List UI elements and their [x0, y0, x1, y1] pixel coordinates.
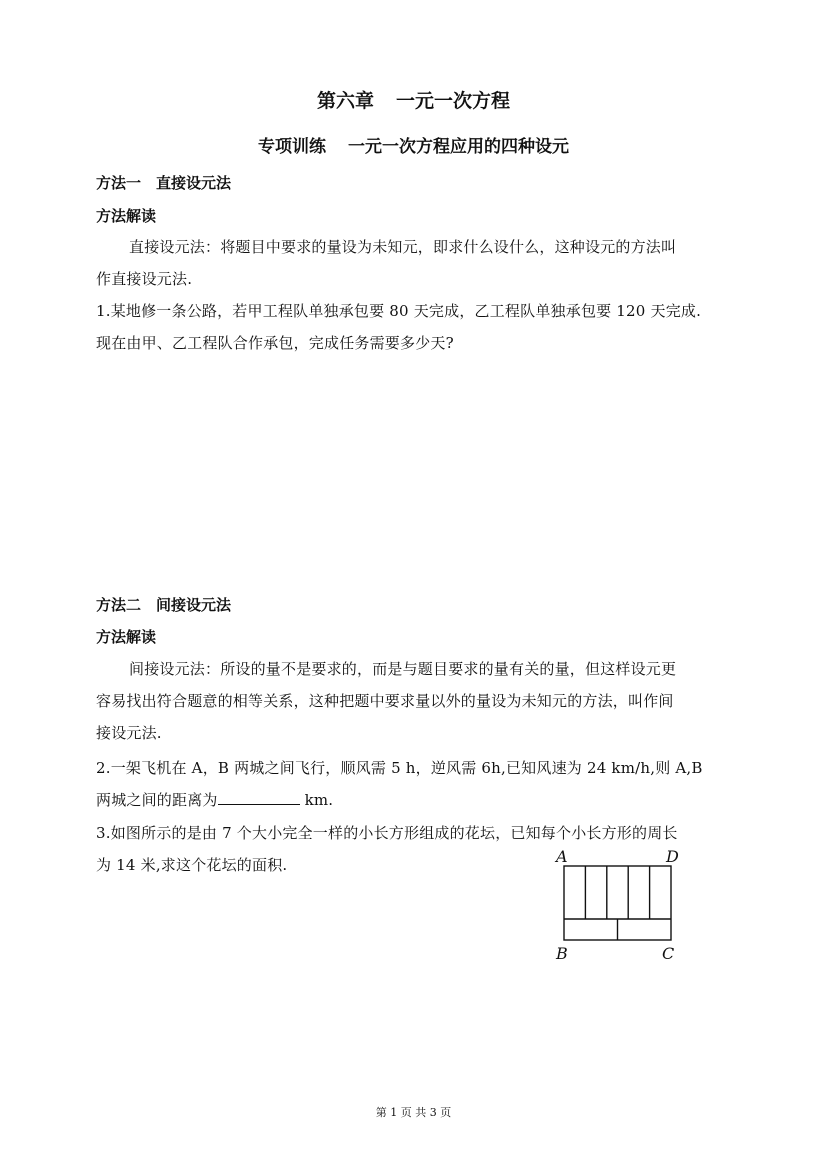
- chapter-number: 第六章: [316, 90, 374, 112]
- question1-line1: 1.某地修一条公路，若甲工程队单独承包要 80 天完成，乙工程队单独承包要 120 天完成.: [96, 302, 702, 320]
- vertex-label-c: C: [662, 944, 675, 963]
- question3-line1: 3.如图所示的是由 7 个大小完全一样的小长方形组成的花坛，已知每个小长方形的周长: [96, 824, 678, 842]
- method2-explain-line3: 接设元法.: [96, 724, 162, 742]
- question2-line1: 2.一架飞机在 A，B 两城之间飞行，顺风需 5 h，逆风需 6h,已知风速为 24 km/h,则 A,B: [96, 759, 703, 777]
- chapter-title: [0, 86, 827, 113]
- vertex-label-b: B: [556, 944, 568, 963]
- chapter-name: 一元一次方程: [396, 90, 511, 112]
- section-subtitle: [0, 132, 827, 157]
- method1-explain-label: 方法解读: [96, 207, 157, 225]
- vertex-label-a: A: [556, 847, 568, 866]
- vertex-label-d: D: [666, 847, 679, 866]
- method2-explain-label: 方法解读: [96, 628, 157, 646]
- question2-line2: [96, 789, 333, 810]
- subtitle-topic: 一元一次方程应用的四种设元: [348, 137, 569, 157]
- question2-line2-prefix: 两城之间的距离为: [96, 791, 218, 809]
- flowerbed-figure: [548, 840, 688, 970]
- subtitle-training: 专项训练: [258, 137, 326, 157]
- method2-explain-line2: 容易找出符合题意的相等关系，这种把题中要求量以外的量设为未知元的方法，叫作间: [96, 692, 674, 710]
- question1-line2: 现在由甲、乙工程队合作承包，完成任务需要多少天?: [96, 334, 454, 352]
- answer-blank: [218, 790, 300, 805]
- method2-explain-line1: 间接设元法：所设的量不是要求的，而是与题目要求的量有关的量，但这样设元更: [129, 660, 677, 678]
- method2-heading: 方法二 间接设元法: [96, 596, 232, 614]
- question2-line2-unit: km.: [304, 791, 334, 809]
- method1-explain-line2: 作直接设元法.: [96, 270, 193, 288]
- method1-heading: 方法一 直接设元法: [96, 174, 232, 192]
- page-number: 第 1 页 共 3 页: [375, 1106, 452, 1119]
- question3-line2: 为 14 米,求这个花坛的面积.: [96, 856, 288, 874]
- method1-explain-line1: 直接设元法：将题目中要求的量设为未知元，即求什么设什么，这种设元的方法叫: [129, 238, 677, 256]
